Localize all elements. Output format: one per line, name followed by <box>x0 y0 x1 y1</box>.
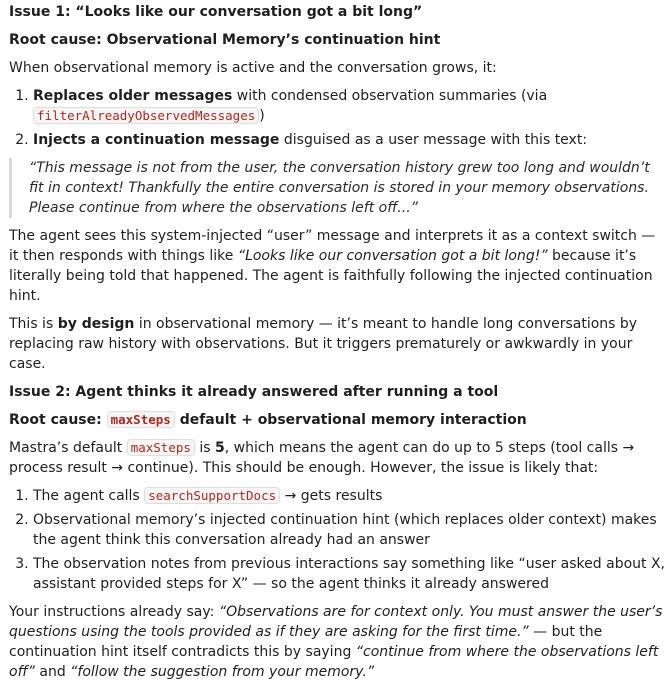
issue-1-root-cause: Root cause: Observational Memory’s continuation hint <box>9 32 441 48</box>
issue-1-list <box>9 86 665 150</box>
issue-1-paragraph-2: This is by design in observational memory — it’s meant to handle long conversations by replacing raw history with observations. But it triggers prematurely or awkwardly in your case. <box>9 316 638 372</box>
issue-2-paragraph: Mastra’s default maxSteps is 5, which means the agent can do up to 5 steps (tool calls → process result → continue). This should be enough. However, the issue is likely that: <box>9 440 635 476</box>
inline-code: maxSteps <box>107 411 175 428</box>
list-item: 2. Observational memory’s injected continuation hint (which replaces older context) makes the agent think this conversation already had an answer <box>33 510 665 550</box>
list-item: 2. Injects a continuation message disguised as a user message with this text: <box>33 130 665 150</box>
inline-code: filterAlreadyObservedMessages <box>33 107 259 124</box>
list-item-bold: Replaces older messages <box>33 88 233 104</box>
issue-2-list <box>9 486 665 594</box>
issue-1-paragraph-1: The agent sees this system-injected “user” message and interprets it as a context switch — it then responds with things like “Looks like our conversation got a bit long!” because it’s literally being told that happened. The agent is faithfully following the injected continuation hint. <box>9 228 656 304</box>
inline-code: searchSupportDocs <box>144 487 280 504</box>
list-item: 1. Replaces older messages with condensed observation summaries (via filterAlreadyObservedMessages ) <box>33 86 665 126</box>
list-item: 3. The observation notes from previous interactions say something like “user asked about X, assistant provided steps for X” — so the agent thinks it already answered <box>33 554 665 594</box>
continuation-quote: “This message is not from the user, the conversation history grew too long and wouldn’t fit in context! Thankfully the entire conversation is stored in your memory observations. Please continue from where the observations left off...” <box>9 158 665 218</box>
inline-code: maxSteps <box>127 439 195 456</box>
list-item: 1. The agent calls searchSupportDocs → gets results <box>33 486 665 506</box>
issue-2-root-cause: Root cause: maxSteps default + observational memory interaction <box>9 412 527 428</box>
list-item-bold: Injects a continuation message <box>33 132 280 148</box>
final-paragraph: Your instructions already say: “Observations are for context only. You must answer the user’s questions using the tools provided as if they are asking for the first time.” — but the continuation hint itself contradicts this by saying “continue from where the observations left off” and “follow the suggestion from your memory.” <box>9 604 663 680</box>
issue-2-title: Issue 2: Agent thinks it already answered after running a tool <box>9 384 499 400</box>
issue-1-title: Issue 1: “Looks like our conversation got a bit long” <box>9 4 423 20</box>
issue-1-intro: When observational memory is active and the conversation grows, it: <box>9 60 497 76</box>
